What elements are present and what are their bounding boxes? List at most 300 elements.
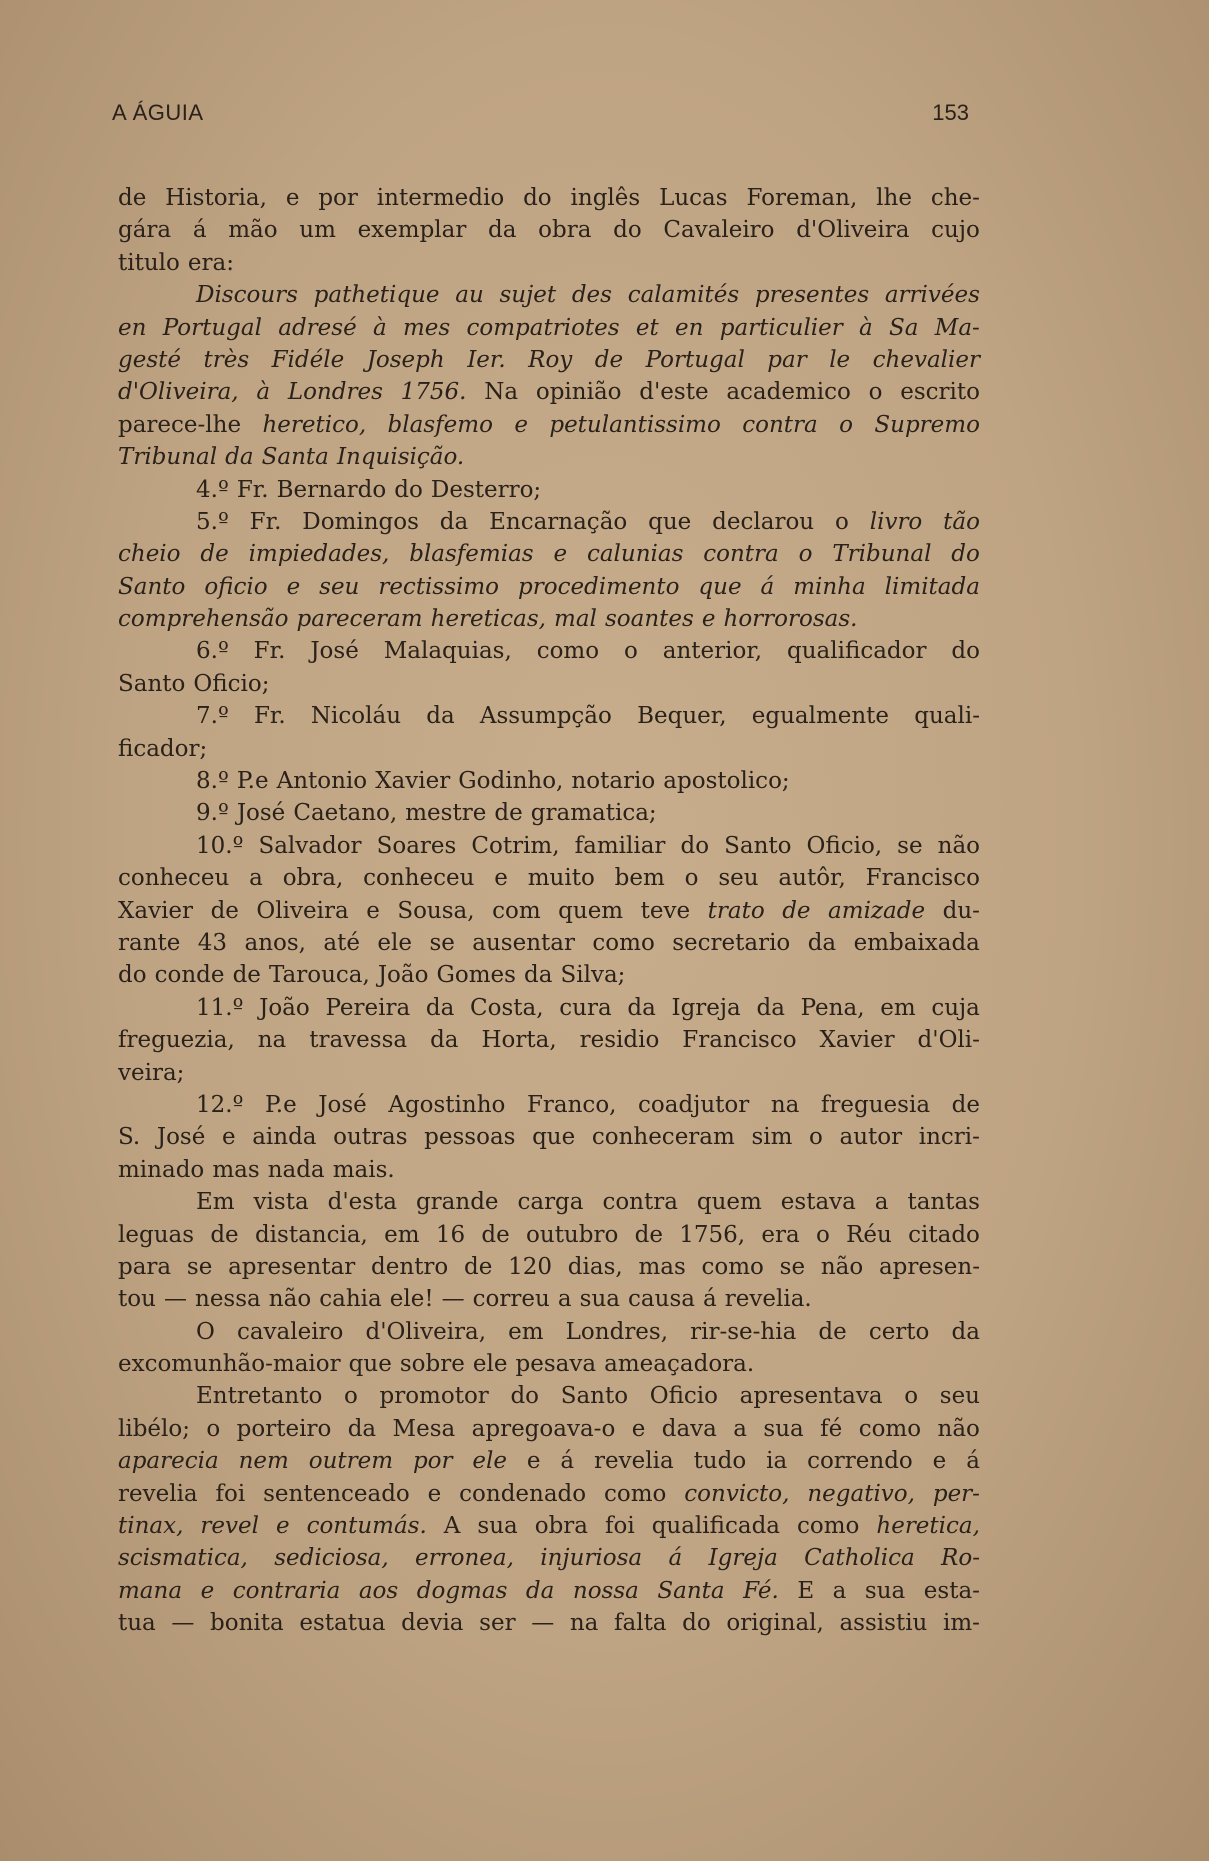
word: Londres: [287, 379, 383, 406]
word: Tribunal: [118, 444, 218, 471]
word: de: [200, 541, 229, 568]
text-line: [118, 409, 980, 441]
word: anos,: [244, 929, 306, 956]
text-line: [118, 344, 980, 376]
word: 5.º: [196, 508, 229, 535]
word: grande: [415, 1189, 499, 1216]
word: José: [156, 1124, 206, 1151]
word: blasfemo: [387, 411, 493, 438]
text-line: [118, 312, 980, 344]
word: original,: [726, 1610, 824, 1637]
word: gára: [118, 217, 172, 244]
word: certo: [868, 1318, 930, 1345]
word: Entretanto: [196, 1383, 323, 1410]
word: veira;: [118, 1059, 185, 1086]
word: et: [635, 314, 659, 341]
word: o: [904, 1383, 919, 1410]
text-line: [118, 1380, 980, 1412]
word: d'esta: [327, 1189, 398, 1216]
word: Supremo: [874, 411, 980, 438]
text-line: [118, 635, 980, 667]
word: Xavier: [819, 1027, 895, 1054]
text-line: [118, 1219, 980, 1251]
word: de: [951, 1091, 980, 1118]
word: conheceu: [363, 865, 475, 892]
journal-title: A ÁGUIA: [112, 100, 204, 125]
word: blasfemias: [409, 541, 534, 568]
word: Sousa,: [397, 897, 475, 924]
word: o: [684, 865, 699, 892]
text-line: [118, 830, 980, 862]
word: apostolico;: [663, 768, 790, 795]
word: contumás.: [306, 1513, 427, 1540]
word: da: [951, 1318, 980, 1345]
word: conde: [154, 962, 225, 989]
word: Franco,: [526, 1091, 617, 1118]
word: conheceu: [118, 865, 230, 892]
word: limitada: [884, 573, 980, 600]
word: Oficio;: [193, 670, 270, 697]
word: que: [348, 1351, 392, 1378]
word: rectissimo: [378, 573, 500, 600]
word: assistiu: [839, 1610, 928, 1637]
word: Pena,: [800, 994, 865, 1021]
word: se: [779, 1253, 806, 1280]
word: da: [488, 217, 517, 244]
word: á: [560, 1448, 575, 1475]
word: correu: [472, 1286, 550, 1313]
word: apresentar: [228, 1253, 356, 1280]
word: Santa: [657, 1577, 725, 1604]
word: dentro: [371, 1253, 449, 1280]
word: —: [163, 1286, 187, 1313]
word: como: [701, 1253, 764, 1280]
word: du-: [942, 897, 980, 924]
word: da: [430, 1027, 459, 1054]
word: heretica,: [876, 1513, 980, 1540]
word: residio: [579, 1027, 660, 1054]
word: e: [286, 573, 301, 600]
word: de: [494, 800, 523, 827]
word: ele: [377, 929, 413, 956]
word: vista: [253, 1189, 309, 1216]
word: Horta,: [481, 1027, 557, 1054]
word: não: [820, 1253, 864, 1280]
word: Godinho,: [458, 768, 564, 795]
word: João: [259, 994, 310, 1021]
word: Portugal: [645, 346, 745, 373]
word: en: [118, 314, 147, 341]
word: cura: [559, 994, 612, 1021]
word: Fr.: [253, 703, 286, 730]
word: Encarnação: [489, 508, 628, 535]
word: Antonio: [276, 768, 368, 795]
word: e: [553, 541, 568, 568]
word: contraria: [232, 1577, 341, 1604]
word: d'este: [639, 379, 709, 406]
word: a: [874, 1189, 889, 1216]
word: che-: [930, 185, 980, 211]
word: se: [429, 929, 455, 956]
word: o: [839, 411, 853, 438]
word: dava: [661, 1415, 717, 1442]
word: por: [318, 185, 358, 211]
word: Cotrim,: [471, 832, 560, 859]
word: S.: [118, 1124, 141, 1151]
word: negativo,: [807, 1480, 915, 1507]
word: Lucas: [659, 185, 728, 211]
word: incri-: [918, 1124, 980, 1151]
word: Fr.: [249, 508, 282, 535]
text-line: [118, 1413, 980, 1445]
word: calamités: [627, 282, 740, 309]
word: Tarouca,: [268, 962, 370, 989]
word: A: [443, 1513, 461, 1540]
word: secretario: [672, 929, 791, 956]
word: o: [343, 1383, 358, 1410]
word: tinax,: [118, 1513, 184, 1540]
word: Fé.: [743, 1577, 779, 1604]
text-line: [118, 959, 980, 991]
word: pessoas: [424, 1124, 516, 1151]
word: de: [634, 1221, 663, 1248]
word: nossa: [572, 1577, 639, 1604]
word: e: [526, 1448, 541, 1475]
word: titulo: [118, 249, 180, 276]
word: Ma-: [934, 314, 980, 341]
word: des: [571, 282, 612, 309]
word: Santa: [261, 444, 329, 471]
text-line: [118, 538, 980, 570]
word: mão: [228, 217, 278, 244]
word: de: [481, 1221, 510, 1248]
word: porteiro: [236, 1415, 332, 1442]
word: mais.: [332, 1156, 395, 1183]
word: em: [384, 1221, 420, 1248]
word: livro: [869, 508, 923, 535]
word: José: [310, 638, 359, 665]
word: por: [412, 1448, 453, 1475]
word: amizade: [828, 897, 926, 924]
text-line: [118, 376, 980, 408]
word: foi: [215, 1480, 246, 1507]
word: gesté: [118, 346, 181, 373]
text-line: [118, 1348, 980, 1380]
word: familiar: [574, 832, 666, 859]
word: mas: [212, 1156, 260, 1183]
word: Santo: [560, 1383, 629, 1410]
text-line: [118, 474, 980, 506]
word: e: [285, 185, 300, 211]
word: d'Oli-: [917, 1027, 980, 1054]
word: Fr.: [236, 476, 269, 503]
word: Oficio: [649, 1383, 718, 1410]
word: sua: [864, 1577, 906, 1604]
word: E: [797, 1577, 815, 1604]
word: seu: [319, 573, 360, 600]
text-line: [118, 797, 980, 829]
word: Ier.: [467, 346, 506, 373]
word: 7.º: [196, 703, 229, 730]
text-line: [118, 862, 980, 894]
word: Francisco: [682, 1027, 797, 1054]
text-line: [118, 1316, 980, 1348]
word: e: [701, 606, 716, 633]
word: Caetano,: [293, 800, 398, 827]
word: tudo: [693, 1448, 747, 1475]
word: Bernardo: [276, 476, 387, 503]
text-line: [118, 1089, 980, 1121]
word: como: [797, 1513, 860, 1540]
word: com: [492, 897, 541, 924]
word: promotor: [379, 1383, 489, 1410]
word: 43: [197, 929, 228, 956]
word: Soares: [376, 832, 457, 859]
word: dogmas: [416, 1577, 508, 1604]
word: a: [832, 1577, 847, 1604]
text-line: [118, 603, 980, 635]
word: 1756,: [679, 1221, 746, 1248]
word: particulier: [719, 314, 843, 341]
word: adresé: [278, 314, 357, 341]
word: Desterro;: [430, 476, 542, 503]
word: pesava: [515, 1351, 597, 1378]
page-number: 153: [932, 100, 969, 125]
word: declarou: [712, 508, 815, 535]
text-line: [118, 571, 980, 603]
word: cuja: [931, 994, 980, 1021]
word: im-: [942, 1610, 980, 1637]
word: Discours: [196, 282, 298, 309]
word: pareceram: [296, 606, 423, 633]
word: seu: [939, 1383, 980, 1410]
word: 6.º: [196, 638, 229, 665]
word: estatua: [299, 1610, 386, 1637]
word: á: [668, 1545, 683, 1572]
text-line: [118, 506, 980, 538]
word: como: [604, 1480, 667, 1507]
word: cavaleiro: [236, 1318, 344, 1345]
word: revel: [200, 1513, 259, 1540]
word: qualificador: [787, 638, 927, 665]
word: excomunhão-maior: [118, 1351, 341, 1378]
word: de: [818, 1318, 847, 1345]
text-line: [118, 279, 980, 311]
word: que: [532, 1124, 576, 1151]
text-line: [118, 668, 980, 700]
word: Gomes: [436, 962, 516, 989]
word: e: [427, 1480, 442, 1507]
word: da: [347, 1415, 377, 1442]
word: impiedades,: [248, 541, 390, 568]
word: quali-: [914, 703, 980, 730]
word: compatriotes: [466, 314, 620, 341]
text-line: [118, 247, 980, 279]
word: qualificada: [651, 1513, 781, 1540]
word: d'Oliveira,: [118, 379, 239, 406]
word: ainda: [252, 1124, 317, 1151]
text-line: [118, 1024, 980, 1056]
word: do: [682, 1610, 711, 1637]
text-line: [118, 1575, 980, 1607]
word: Joseph: [366, 346, 445, 373]
word: sua: [477, 1513, 518, 1540]
word: quem: [558, 897, 624, 924]
word: rante: [118, 929, 181, 956]
word: João: [377, 962, 429, 989]
word: nada: [267, 1156, 325, 1183]
word: apresentava: [739, 1383, 883, 1410]
word: e: [932, 1448, 947, 1475]
word: erronea,: [415, 1545, 514, 1572]
word: da: [807, 929, 837, 956]
word: a: [557, 1286, 572, 1313]
word: causa: [628, 1286, 695, 1313]
word: e: [200, 1577, 215, 1604]
word: e: [514, 411, 528, 438]
word: —: [441, 1286, 465, 1313]
word: era:: [187, 249, 234, 276]
word: estava: [780, 1189, 856, 1216]
word: mestre: [405, 800, 487, 827]
word: sobre: [399, 1351, 465, 1378]
word: de: [118, 185, 147, 211]
word: escrito: [900, 379, 980, 406]
word: correndo: [807, 1448, 913, 1475]
word: como: [858, 1415, 922, 1442]
word: do: [118, 962, 147, 989]
word: petulantissimo: [549, 411, 721, 438]
word: apresen-: [878, 1253, 980, 1280]
word: Domingos: [302, 508, 419, 535]
word: fé: [820, 1415, 843, 1442]
word: de: [782, 897, 811, 924]
word: sediciosa,: [274, 1545, 389, 1572]
word: tantas: [907, 1189, 980, 1216]
text-line: [118, 895, 980, 927]
word: e: [366, 897, 380, 924]
word: 8.º: [196, 768, 229, 795]
text-line: [118, 700, 980, 732]
word: ele: [472, 1448, 508, 1475]
word: opinião: [535, 379, 622, 406]
word: de: [232, 962, 261, 989]
word: Francisco: [865, 865, 980, 892]
word: se: [186, 1253, 213, 1280]
word: que: [648, 508, 692, 535]
word: soantes: [604, 606, 694, 633]
word: Foreman,: [746, 185, 858, 211]
body-text: [118, 182, 980, 1640]
word: não: [937, 1415, 980, 1442]
word: como: [592, 929, 655, 956]
word: gramatica;: [530, 800, 657, 827]
text-line: [118, 1186, 980, 1218]
text-line: [118, 1510, 980, 1542]
word: sujet: [499, 282, 557, 309]
word: Historia,: [165, 185, 267, 211]
word: tão: [943, 508, 980, 535]
word: comprehensão: [118, 606, 289, 633]
word: Nicoláu: [310, 703, 402, 730]
word: muito: [527, 865, 595, 892]
word: em: [508, 1318, 544, 1345]
word: da: [425, 994, 455, 1021]
word: do: [680, 832, 710, 859]
word: le: [829, 346, 851, 373]
word: freguezia,: [118, 1027, 235, 1054]
word: Roy: [528, 346, 573, 373]
word: José: [318, 1091, 367, 1118]
text-line: [118, 1607, 980, 1639]
word: foi: [604, 1513, 635, 1540]
word: autor: [839, 1124, 903, 1151]
word: P.e: [264, 1091, 297, 1118]
word: per-: [932, 1480, 980, 1507]
word: d'Oliveira: [796, 217, 910, 244]
word: o: [868, 379, 883, 406]
word: —: [171, 1610, 195, 1637]
word: à: [256, 379, 271, 406]
text-line: [118, 1283, 980, 1315]
word: á: [703, 1286, 717, 1313]
word: de: [464, 1253, 493, 1280]
word: horrorosas.: [723, 606, 858, 633]
text-line: [118, 927, 980, 959]
word: mes: [402, 314, 451, 341]
word: Assumpção: [479, 703, 612, 730]
word: outubro: [526, 1221, 619, 1248]
word: da: [225, 444, 254, 471]
word: Mesa: [392, 1415, 456, 1442]
word: 9.º: [196, 800, 229, 827]
word: Santo: [724, 832, 792, 859]
word: devia: [401, 1610, 464, 1637]
word: se: [897, 832, 923, 859]
word: na: [770, 1091, 800, 1118]
word: falta: [613, 1610, 667, 1637]
word: 120: [508, 1253, 553, 1280]
word: cahia: [319, 1286, 382, 1313]
word: revelia: [594, 1448, 674, 1475]
word: ele!: [389, 1286, 434, 1313]
word: pathetique: [313, 282, 440, 309]
word: hereticas,: [430, 606, 546, 633]
word: nessa: [195, 1286, 261, 1313]
word: Salvador: [258, 832, 362, 859]
text-line: [118, 733, 980, 765]
word: como: [536, 638, 600, 665]
word: da: [426, 703, 455, 730]
word: o: [809, 1124, 823, 1151]
word: revelia: [118, 1480, 198, 1507]
word: até: [323, 929, 360, 956]
word: à: [372, 314, 387, 341]
word: Xavier: [118, 897, 194, 924]
word: mal: [554, 606, 597, 633]
word: outrem: [308, 1448, 394, 1475]
word: ficador;: [118, 735, 208, 762]
word: á: [966, 1448, 980, 1475]
word: anterior,: [662, 638, 763, 665]
word: condenado: [459, 1480, 587, 1507]
word: contra: [742, 411, 818, 438]
word: dias,: [567, 1253, 623, 1280]
word: do: [394, 476, 423, 503]
text-line: [118, 1445, 980, 1477]
word: era: [761, 1221, 800, 1248]
word: mas: [638, 1253, 686, 1280]
